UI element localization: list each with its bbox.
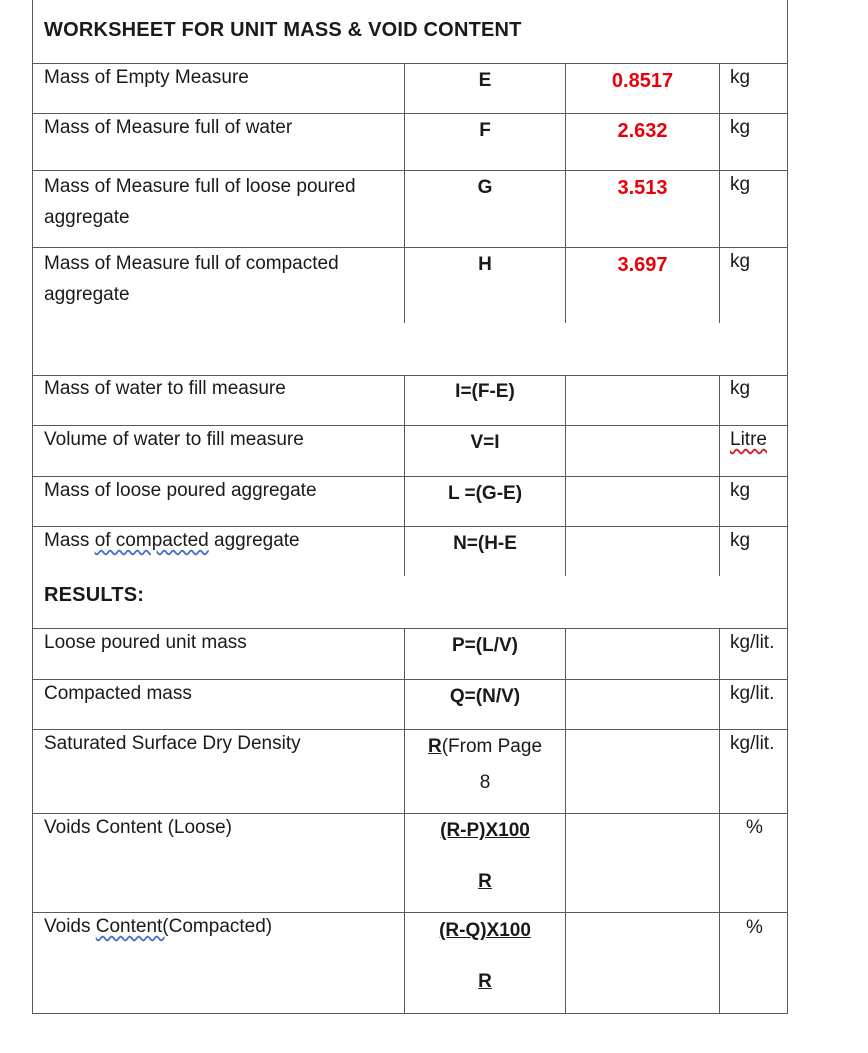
- row-label-water-mass: Mass of water to fill measure: [44, 378, 286, 399]
- row-label-loose-mass: Mass of loose poured aggregate: [44, 480, 317, 501]
- rule: [32, 1013, 788, 1014]
- label-part: of compacted: [94, 530, 209, 551]
- value-e: 0.8517: [611, 70, 674, 92]
- row-label-ssd-density: Saturated Surface Dry Density: [44, 733, 301, 754]
- unit-q: kg/lit.: [730, 683, 775, 704]
- label-part: Content(: [95, 916, 169, 937]
- formula-voids-loose-denominator: R: [478, 871, 492, 892]
- label-part: Compacted): [168, 916, 273, 937]
- symbol-h: H: [478, 254, 492, 275]
- row-label-loose-unit-mass: Loose poured unit mass: [44, 632, 247, 653]
- row-label-voids-loose: Voids Content (Loose): [44, 817, 233, 838]
- row-label-compacted-unit-mass: Compacted mass: [44, 683, 192, 704]
- unit-n: kg: [730, 530, 751, 551]
- symbol-e: E: [478, 70, 492, 91]
- col-divider: [719, 628, 720, 1014]
- table-border-left: [32, 0, 33, 1014]
- col-divider: [565, 375, 566, 576]
- symbol-part: (From Page: [441, 736, 543, 757]
- unit-h: kg: [730, 251, 751, 272]
- symbol-r-page: 8: [479, 772, 491, 793]
- symbol-l: L =(G-E): [447, 483, 523, 504]
- label-part: Mass: [44, 530, 95, 551]
- unit-e: kg: [730, 67, 751, 88]
- row-label-voids-compacted: [44, 911, 272, 943]
- unit-p: kg/lit.: [730, 632, 775, 653]
- label-line: Mass of Measure full of loose poured: [44, 176, 356, 197]
- formula-voids-compacted-denominator: R: [478, 971, 492, 992]
- unit-g: kg: [730, 174, 751, 195]
- unit-l: kg: [730, 480, 751, 501]
- value-h: 3.697: [617, 254, 668, 276]
- unit-v: Litre: [730, 429, 767, 450]
- symbol-q: Q=(N/V): [449, 686, 521, 707]
- unit-voids-loose: %: [746, 817, 763, 838]
- label-part: aggregate: [208, 530, 300, 551]
- symbol-g: G: [477, 177, 493, 198]
- value-f: 2.632: [617, 120, 668, 142]
- row-label-measure-water: Mass of Measure full of water: [44, 117, 293, 138]
- row-label-compacted-aggregate: [44, 248, 339, 310]
- unit-voids-compacted: %: [746, 917, 763, 938]
- label-line: aggregate: [44, 284, 130, 305]
- formula-voids-compacted-numerator: (R-Q)X100: [439, 920, 531, 941]
- symbol-part: R: [427, 736, 442, 757]
- formula-voids-loose-numerator: (R-P)X100: [440, 820, 530, 841]
- symbol-p: P=(L/V): [452, 635, 518, 656]
- worksheet-title: WORKSHEET FOR UNIT MASS & VOID CONTENT: [44, 19, 522, 41]
- label-part: Voids: [44, 916, 96, 937]
- row-label-water-volume: Volume of water to fill measure: [44, 429, 304, 450]
- unit-r: kg/lit.: [730, 733, 775, 754]
- value-g: 3.513: [617, 177, 668, 199]
- row-label-compacted-mass: [44, 525, 300, 557]
- symbol-f: F: [479, 120, 491, 141]
- label-line: aggregate: [44, 207, 130, 228]
- results-heading: RESULTS:: [44, 584, 145, 606]
- symbol-i: I=(F-E): [455, 381, 515, 402]
- col-divider: [719, 375, 720, 576]
- label-line: Mass of Measure full of compacted: [44, 253, 339, 274]
- row-label-empty-measure: Mass of Empty Measure: [44, 67, 249, 88]
- symbol-n: N=(H-E: [453, 533, 517, 554]
- col-divider: [719, 63, 720, 323]
- table-border-right: [787, 0, 788, 1014]
- symbol-v: V=I: [470, 432, 500, 453]
- symbol-r: [405, 731, 565, 763]
- unit-i: kg: [730, 378, 751, 399]
- unit-f: kg: [730, 117, 751, 138]
- row-label-loose-aggregate: [44, 171, 356, 233]
- col-divider: [565, 628, 566, 1014]
